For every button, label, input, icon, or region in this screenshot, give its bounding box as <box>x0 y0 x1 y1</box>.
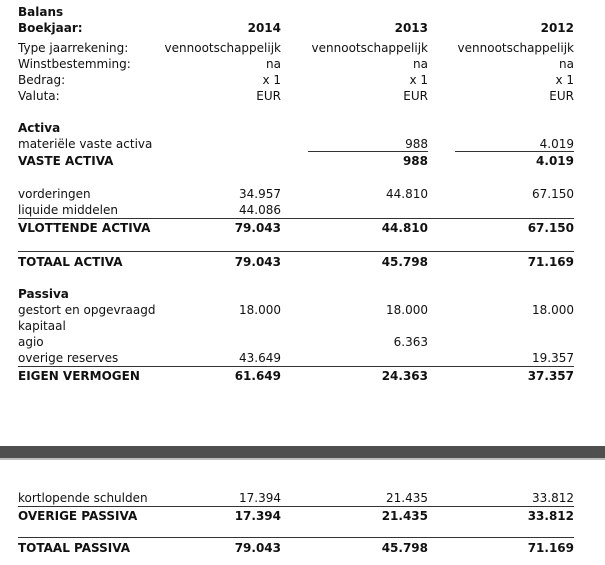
row-vaste-activa <box>0 153 605 169</box>
value-2013: 44.810 <box>386 187 428 201</box>
row-label: OVERIGE PASSIVA <box>18 509 138 523</box>
meta-value: EUR <box>256 89 281 103</box>
year-2013: 2013 <box>394 21 428 35</box>
value-2014: 17.394 <box>239 491 281 505</box>
meta-value: vennootschappelijk <box>311 41 428 55</box>
page-break-divider <box>0 446 605 458</box>
value-2012: 67.150 <box>532 187 574 201</box>
row-label: vorderingen <box>18 187 91 201</box>
total-rule <box>18 537 574 538</box>
meta-value: na <box>413 57 428 71</box>
row-vorderingen <box>0 186 605 202</box>
year-2012: 2012 <box>540 21 574 35</box>
activa-heading-row <box>0 120 605 136</box>
value-2012: 33.812 <box>532 491 574 505</box>
row-label: VASTE ACTIVA <box>18 154 114 168</box>
value-2014: 79.043 <box>234 541 281 555</box>
section-heading-activa: Activa <box>18 121 61 135</box>
meta-value: x 1 <box>262 73 281 87</box>
row-label-continued: kapitaal <box>18 319 66 333</box>
meta-label: Winstbestemming: <box>18 57 131 71</box>
row-label: liquide middelen <box>18 203 119 217</box>
value-2014: 17.394 <box>234 509 281 523</box>
value-2014: 18.000 <box>239 303 281 317</box>
subtotal-rule <box>18 506 574 507</box>
value-2013: 21.435 <box>381 509 428 523</box>
row-label: TOTAAL ACTIVA <box>18 255 123 269</box>
meta-value: vennootschappelijk <box>457 41 574 55</box>
subtotal-rule <box>308 151 428 152</box>
row-gestort <box>0 302 605 318</box>
meta-value: x 1 <box>555 73 574 87</box>
row-gestort-continued <box>0 318 605 334</box>
meta-value: na <box>559 57 574 71</box>
value-2013: 21.435 <box>386 491 428 505</box>
value-2012: 71.169 <box>527 255 574 269</box>
row-label: EIGEN VERMOGEN <box>18 369 140 383</box>
value-2013: 6.363 <box>393 335 428 349</box>
value-2014: 43.649 <box>239 351 281 365</box>
page-title: Balans <box>18 5 64 19</box>
row-kortlopende-schulden <box>0 490 605 506</box>
value-2012: 4.019 <box>539 137 574 151</box>
page-break-shadow <box>0 458 605 460</box>
value-2012: 67.150 <box>527 221 574 235</box>
row-label: TOTAAL PASSIVA <box>18 541 130 555</box>
value-2014: 44.086 <box>239 203 281 217</box>
row-overige-reserves <box>0 350 605 366</box>
row-totaal-passiva <box>0 540 605 556</box>
row-label: materiële vaste activa <box>18 137 153 151</box>
value-2012: 37.357 <box>527 369 574 383</box>
year-header-label: Boekjaar: <box>18 21 83 35</box>
value-2014: 79.043 <box>234 255 281 269</box>
year-header-row <box>0 20 605 36</box>
subtotal-rule <box>18 218 574 219</box>
meta-row-bedrag <box>0 72 605 88</box>
section-heading-passiva: Passiva <box>18 287 69 301</box>
meta-value: na <box>266 57 281 71</box>
row-label: agio <box>18 335 44 349</box>
value-2013: 24.363 <box>381 369 428 383</box>
row-label: overige reserves <box>18 351 119 365</box>
meta-row-valuta <box>0 88 605 104</box>
row-agio <box>0 334 605 350</box>
meta-value: x 1 <box>409 73 428 87</box>
value-2014: 61.649 <box>234 369 281 383</box>
value-2012: 71.169 <box>527 541 574 555</box>
meta-value: EUR <box>549 89 574 103</box>
value-2014: 34.957 <box>239 187 281 201</box>
row-label: kortlopende schulden <box>18 491 148 505</box>
meta-label: Valuta: <box>18 89 60 103</box>
value-2012: 33.812 <box>527 509 574 523</box>
value-2012: 19.357 <box>532 351 574 365</box>
subtotal-rule <box>455 151 574 152</box>
value-2012: 4.019 <box>536 154 574 168</box>
row-label: VLOTTENDE ACTIVA <box>18 221 151 235</box>
value-2013: 988 <box>405 137 428 151</box>
value-2013: 45.798 <box>381 541 428 555</box>
row-totaal-activa <box>0 254 605 270</box>
value-2012: 18.000 <box>532 303 574 317</box>
meta-value: vennootschappelijk <box>164 41 281 55</box>
meta-row-winstbestemming <box>0 56 605 72</box>
value-2013: 44.810 <box>381 221 428 235</box>
total-rule <box>18 251 574 252</box>
meta-row-type <box>0 40 605 56</box>
subtotal-rule <box>18 366 574 367</box>
row-overige-passiva <box>0 508 605 524</box>
row-vlottende-activa <box>0 220 605 236</box>
value-2014: 79.043 <box>234 221 281 235</box>
meta-label: Bedrag: <box>18 73 66 87</box>
passiva-heading-row <box>0 286 605 302</box>
value-2013: 45.798 <box>381 255 428 269</box>
meta-value: EUR <box>403 89 428 103</box>
title-row <box>0 4 605 20</box>
row-label: gestort en opgevraagd <box>18 303 156 317</box>
year-2014: 2014 <box>247 21 281 35</box>
value-2013: 988 <box>402 154 428 168</box>
value-2013: 18.000 <box>386 303 428 317</box>
row-eigen-vermogen <box>0 368 605 384</box>
meta-label: Type jaarrekening: <box>18 41 129 55</box>
row-liquide-middelen <box>0 202 605 218</box>
row-materiele-vaste-activa <box>0 136 605 152</box>
